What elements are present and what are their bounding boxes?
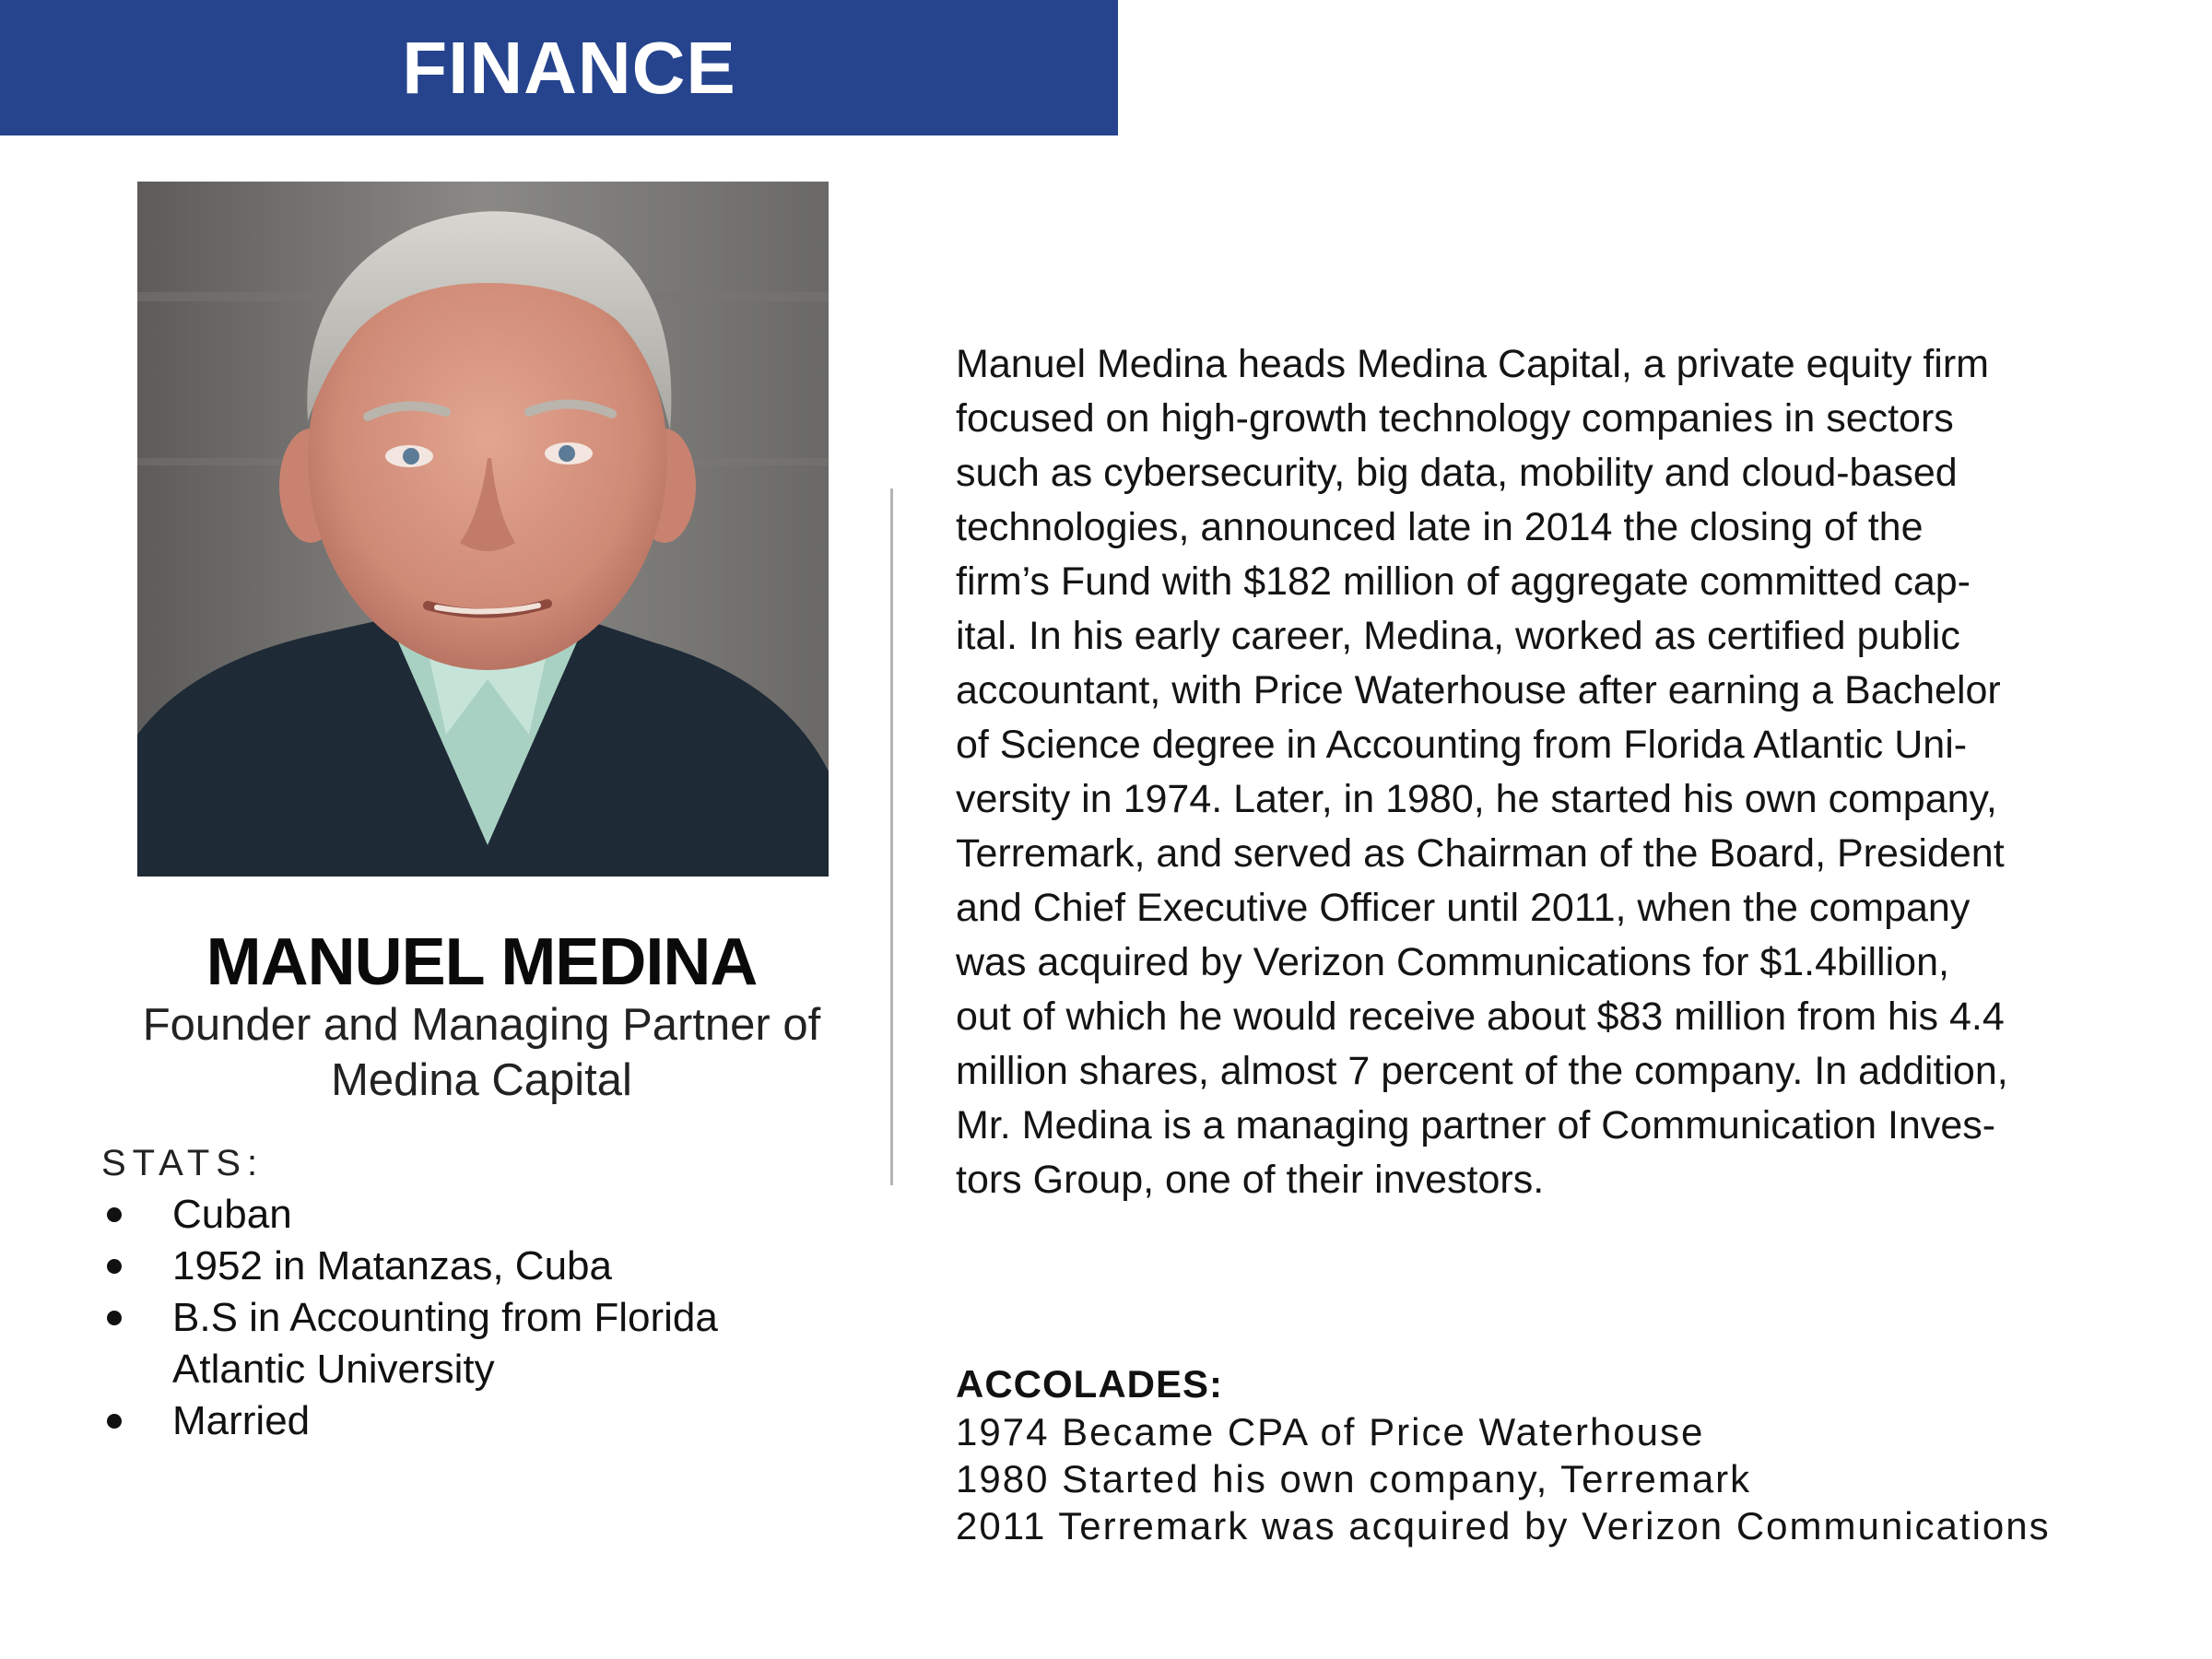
bio-line: firm’s Fund with $182 million of aggregate committed cap- <box>956 559 1971 604</box>
accolades-heading: ACCOLADES: <box>956 1362 1223 1406</box>
portrait-illustration <box>137 182 829 877</box>
bio-line: such as cybersecurity, big data, mobility and cloud-based <box>956 451 1958 495</box>
bio-line: out of which he would receive about $83 million from his 4.4 <box>956 994 2005 1039</box>
bio-line: technologies, announced late in 2014 the closing of the <box>956 505 1924 549</box>
biography-paragraph <box>956 337 2108 1207</box>
vertical-divider <box>890 488 893 1185</box>
bio-line: and Chief Executive Officer until 2011, when the company <box>956 886 1971 930</box>
bio-line: of Science degree in Accounting from Florida Atlantic Uni- <box>956 723 1968 767</box>
stats-label: STATS: <box>101 1143 265 1183</box>
bio-line: Mr. Medina is a managing partner of Communication Inves- <box>956 1103 1996 1147</box>
accolade-item: 2011 Terremark was acquired by Verizon Communications <box>956 1504 2051 1547</box>
stats-item: 1952 in Matanzas, Cuba <box>101 1241 839 1292</box>
person-role <box>55 997 908 1108</box>
person-name: MANUEL MEDINA <box>206 925 758 999</box>
section-title: FINANCE <box>402 27 736 109</box>
accolade-item: 1974 Became CPA of Price Waterhouse <box>956 1410 1705 1453</box>
stats-item: Married <box>101 1395 839 1447</box>
bio-line: versity in 1974. Later, in 1980, he started his own company, <box>956 777 1997 821</box>
stats-list <box>101 1189 839 1447</box>
bio-line: ital. In his early career, Medina, worked as certified public <box>956 614 1960 658</box>
role-line-2: Medina Capital <box>331 1055 632 1105</box>
portrait-photo <box>137 182 829 877</box>
bio-line: million shares, almost 7 percent of the company. In addition, <box>956 1049 2008 1093</box>
accolades-list <box>956 1408 2154 1549</box>
bio-line: Terremark, and served as Chairman of the Board, President <box>956 831 2005 876</box>
role-line-1: Founder and Managing Partner of <box>142 1000 821 1050</box>
bio-line: was acquired by Verizon Communications for $1.4billion, <box>956 940 1949 984</box>
bio-line: Manuel Medina heads Medina Capital, a private equity firm <box>956 342 1989 386</box>
bio-line: focused on high-growth technology companies in sectors <box>956 396 1954 441</box>
accolade-item: 1980 Started his own company, Terremark <box>956 1457 1752 1500</box>
stats-item: Cuban <box>101 1189 839 1241</box>
bio-line: accountant, with Price Waterhouse after earning a Bachelor <box>956 668 2001 712</box>
bio-line: tors Group, one of their investors. <box>956 1158 1545 1202</box>
stats-item: B.S in Accounting from Florida Atlantic University <box>101 1292 762 1395</box>
